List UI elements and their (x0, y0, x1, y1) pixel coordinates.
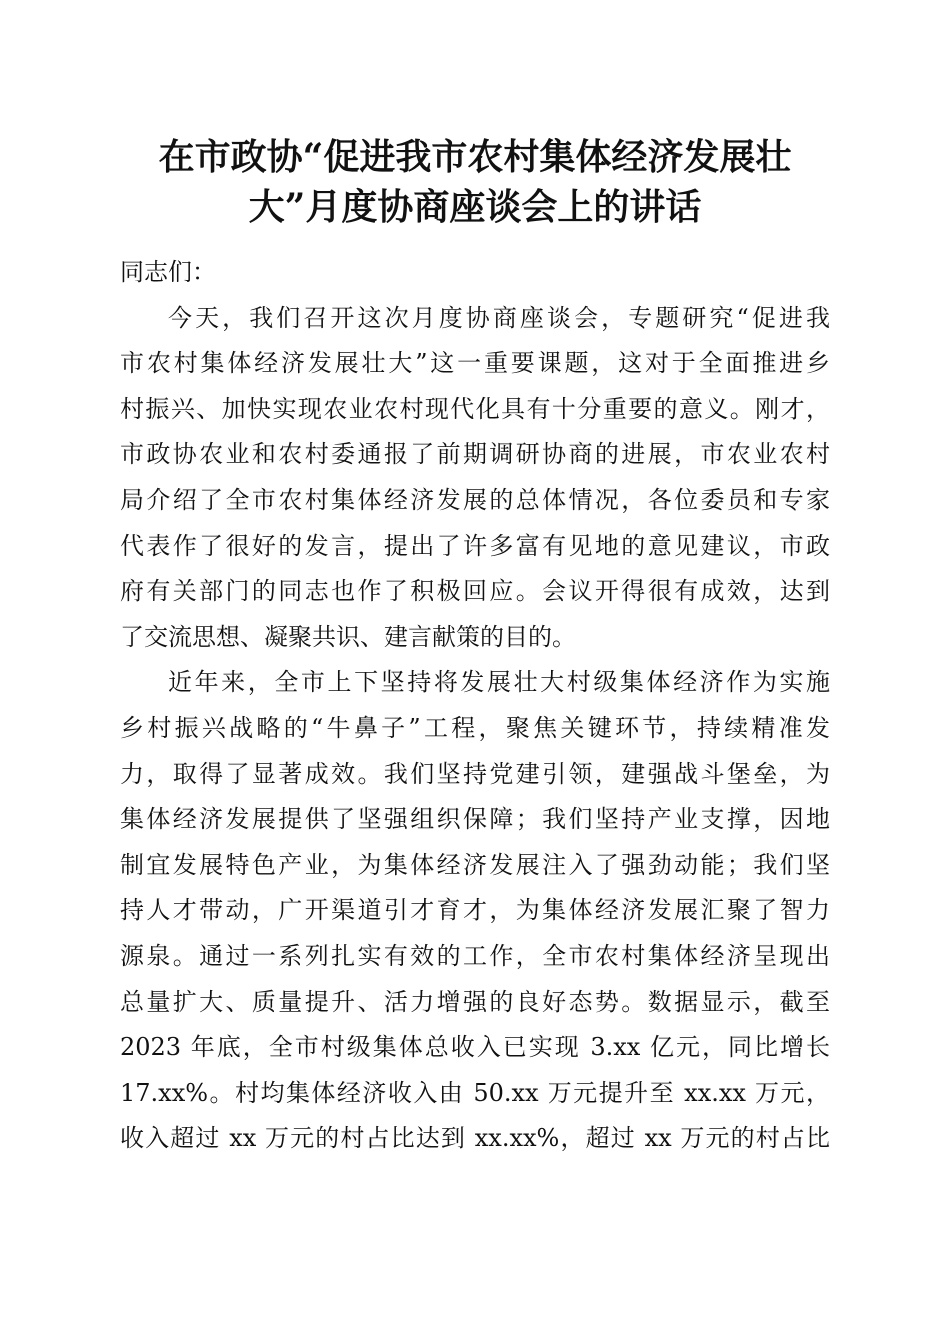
paragraph-line: 收入超过 xx 万元的村占比达到 xx.xx%，超过 xx 万元的村占比 (120, 1124, 830, 1153)
title-line: 在市政协“促进我市农村集体经济发展壮 (158, 136, 792, 178)
paragraph-line: 集体经济发展提供了坚强组织保障；我们坚持产业支撑，因地 (120, 805, 830, 834)
paragraph-line: 近年来，全市上下坚持将发展壮大村级集体经济作为实施 (168, 668, 830, 697)
paragraph-line: 17.xx%。村均集体经济收入由 50.xx 万元提升至 xx.xx 万元， (120, 1078, 830, 1107)
paragraph-achievements (120, 660, 830, 1162)
paragraph-line: 乡村振兴战略的“牛鼻子”工程，聚焦关键环节，持续精准发 (120, 713, 830, 742)
paragraph-line: 村振兴、加快实现农业农村现代化具有十分重要的意义。刚才， (120, 394, 830, 423)
paragraph-line: 了交流思想、凝聚共识、建言献策的目的。 (120, 622, 576, 651)
salutation: 同志们： (120, 258, 216, 286)
paragraph-line: 府有关部门的同志也作了积极回应。会议开得很有成效，达到 (120, 577, 830, 606)
document-title (120, 132, 830, 232)
paragraph-line: 源泉。通过一系列扎实有效的工作，全市农村集体经济呈现出 (120, 941, 830, 970)
paragraph-opening (120, 296, 830, 661)
paragraph-line: 今天，我们召开这次月度协商座谈会，专题研究“促进我 (168, 303, 830, 332)
paragraph-line: 市政协农业和农村委通报了前期调研协商的进展，市农业农村 (120, 440, 830, 469)
paragraph-line: 市农村集体经济发展壮大”这一重要课题，这对于全面推进乡 (120, 349, 830, 378)
paragraph-line: 力，取得了显著成效。我们坚持党建引领，建强战斗堡垒，为 (120, 759, 830, 788)
paragraph-line: 2023 年底，全市村级集体总收入已实现 3.xx 亿元，同比增长 (120, 1033, 830, 1062)
paragraph-line: 持人才带动，广开渠道引才育才，为集体经济发展汇聚了智力 (120, 896, 830, 925)
document-body (120, 250, 830, 1162)
title-line: 大”月度协商座谈会上的讲话 (248, 186, 702, 228)
paragraph-line: 局介绍了全市农村集体经济发展的总体情况，各位委员和专家 (120, 485, 830, 514)
paragraph-line: 制宜发展特色产业，为集体经济发展注入了强劲动能；我们坚 (120, 850, 830, 879)
paragraph-line: 代表作了很好的发言，提出了许多富有见地的意见建议，市政 (120, 531, 830, 560)
paragraph-line: 总量扩大、质量提升、活力增强的良好态势。数据显示，截至 (120, 987, 830, 1016)
